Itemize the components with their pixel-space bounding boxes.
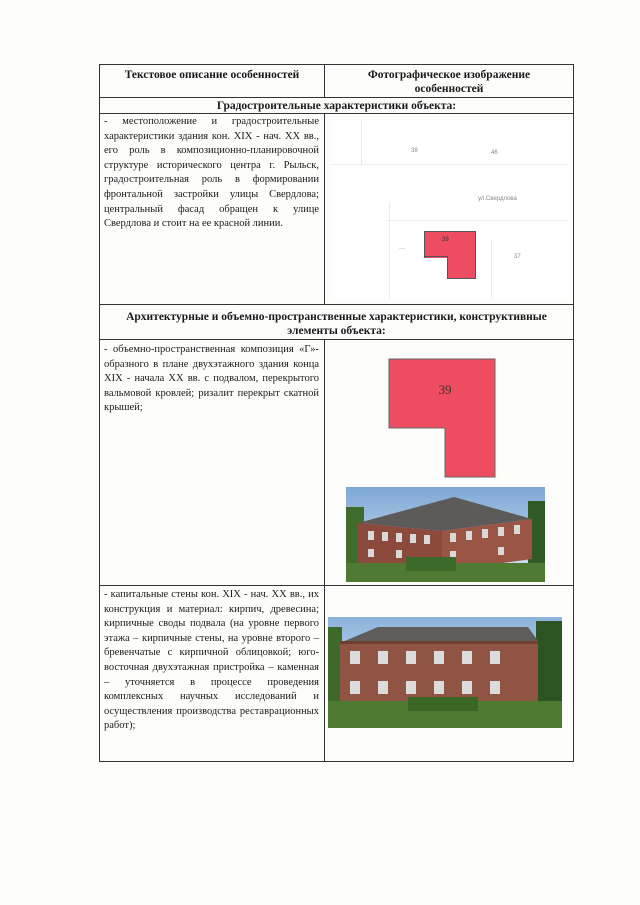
composition-description: - объемно-пространственная композиция «Г»-образного в плане двухэтажного здания конца XIX - начала XX вв. с подвалом, перекрытого вальмовой кровлей; ризалит перекрыт скатной крышей; [104, 344, 319, 414]
plot-label: 39 [442, 237, 449, 243]
plot-border [447, 256, 448, 278]
building-photo [328, 617, 562, 728]
building-plot [424, 231, 476, 258]
map-label: 38 [411, 148, 418, 154]
map-label: 37 [514, 254, 521, 260]
features-table [99, 64, 574, 762]
urban-description: - местоположение и градостроительные характеристики здания кон. XIX - нач. XX вв., его роль в композиционно-планировочной структуре исторического центра г. Рыльск, градостроительная роль в формировании фронтальной застройки улицы Свердлова; центральный фасад обращен к улице Свердлова и стоит на ее красной линии. [104, 116, 319, 230]
column-header-text: Текстовое описание особенностей [124, 69, 300, 81]
building-plan [388, 358, 496, 478]
building-plot [447, 256, 476, 279]
building-photo [346, 487, 545, 582]
street-label: ул.Свердлова [478, 196, 517, 202]
column-header-photo: Фотографическое изображение особенностей [367, 69, 531, 95]
plot-border [424, 256, 448, 257]
map-label: 46 [491, 150, 498, 156]
site-map [331, 120, 567, 298]
section-title-architecture: Архитектурные и объемно-пространственные характеристики, конструктивные элементы объекта: [126, 311, 547, 337]
section-title-urban: Градостроительные характеристики объекта: [216, 100, 457, 112]
walls-description: - капитальные стены кон. XIX - нач. XX вв., их конструкция и материал: кирпич, древесина; кирпичные своды подвала (на уровне первого этажа – кирпичные стены, на уровне второго – бревенчатые с кирпичной облицовкой; юго-восточная двухэтажная пристройка – каменная – уточняется в процессе проведения комплексных научных исследований и осуществления производства реставрационных работ); [104, 589, 319, 732]
plan-label: 39 [438, 382, 452, 397]
map-label: — [399, 246, 405, 252]
